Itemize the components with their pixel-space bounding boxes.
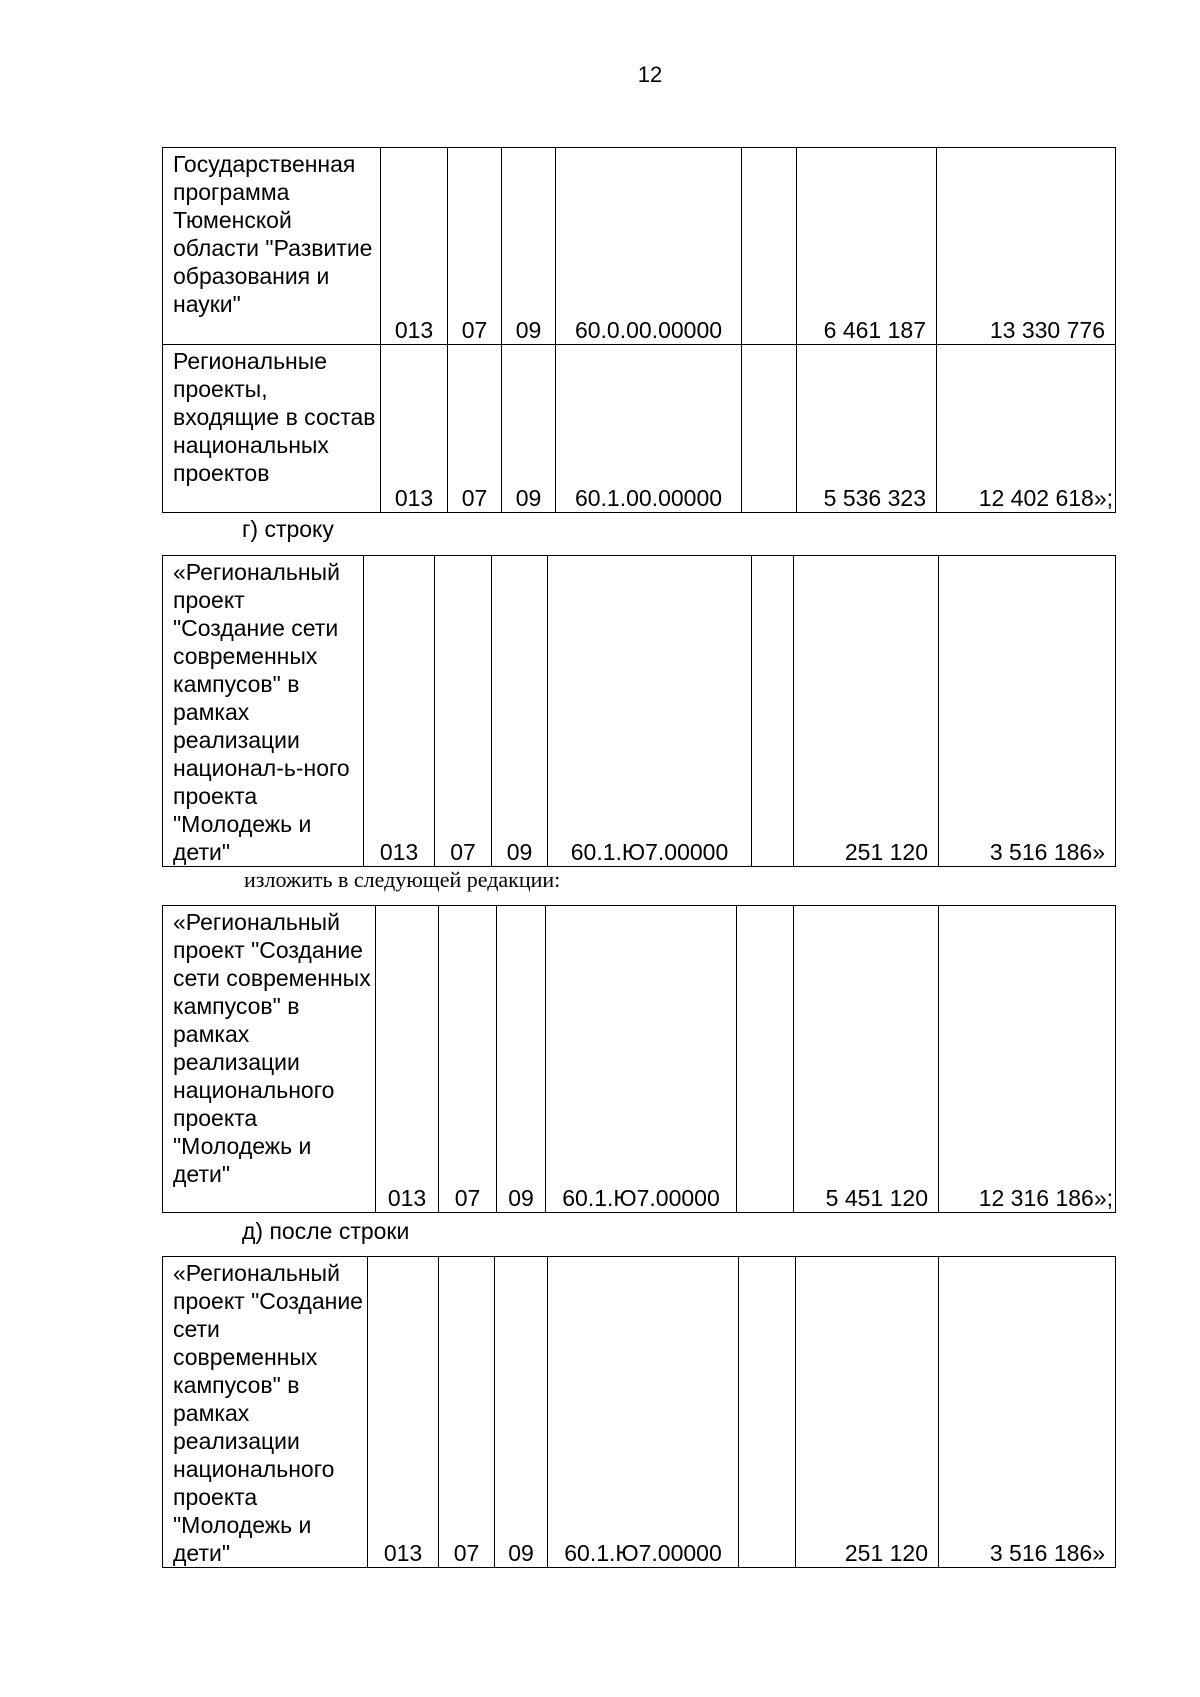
amount-1-cell: 251 120 xyxy=(796,1257,939,1568)
instruction-edit: изложить в следующей редакции: xyxy=(244,867,561,892)
expense-type-cell xyxy=(737,906,794,1213)
amount-2-cell: 3 516 186» xyxy=(939,556,1116,867)
amount-1-cell: 251 120 xyxy=(794,556,939,867)
budget-table-2 xyxy=(162,555,1116,867)
table-row xyxy=(163,345,1116,513)
amount-2-cell: 13 330 776 xyxy=(937,148,1116,345)
section-cell: 07 xyxy=(439,906,497,1213)
subsection-cell: 09 xyxy=(492,556,548,867)
subsection-cell: 09 xyxy=(502,148,556,345)
amount-2-cell: 3 516 186» xyxy=(939,1257,1116,1568)
amount-2-cell: 12 402 618»; xyxy=(937,345,1116,513)
subsection-cell: 09 xyxy=(497,906,546,1213)
instruction-d: д) после строки xyxy=(242,1218,410,1244)
budget-table-3 xyxy=(162,905,1116,1213)
subsection-cell: 09 xyxy=(495,1257,548,1568)
section-cell: 07 xyxy=(448,345,502,513)
expense-type-cell xyxy=(752,556,794,867)
amount-1-cell: 5 451 120 xyxy=(794,906,939,1213)
ministry-cell: 013 xyxy=(364,556,435,867)
amount-1-cell: 5 536 323 xyxy=(797,345,937,513)
target-code-cell: 60.1.00.00000 xyxy=(556,345,742,513)
table-row xyxy=(163,556,1116,867)
expense-type-cell xyxy=(742,148,797,345)
target-code-cell: 60.1.Ю7.00000 xyxy=(546,906,737,1213)
row-name-cell: «Региональный проект "Создание сети современных кампусов" в рамках реализации национального проекта "Молодежь и дети" xyxy=(163,1257,368,1568)
amount-1-cell: 6 461 187 xyxy=(797,148,937,345)
ministry-cell: 013 xyxy=(368,1257,439,1568)
ministry-cell: 013 xyxy=(381,148,448,345)
row-name-cell: Государственная программа Тюменской области "Развитие образования и науки" xyxy=(163,148,381,345)
target-code-cell: 60.1.Ю7.00000 xyxy=(548,1257,739,1568)
table-row xyxy=(163,148,1116,345)
expense-type-cell xyxy=(739,1257,796,1568)
table-row xyxy=(163,906,1116,1213)
amount-2-cell: 12 316 186»; xyxy=(939,906,1116,1213)
subsection-cell: 09 xyxy=(502,345,556,513)
budget-table-1 xyxy=(162,147,1116,513)
page-number: 12 xyxy=(637,62,663,87)
instruction-g: г) строку xyxy=(242,516,334,542)
ministry-cell: 013 xyxy=(381,345,448,513)
table-row xyxy=(163,1257,1116,1568)
row-name-cell: Региональные проекты, входящие в состав национальных проектов xyxy=(163,345,381,513)
row-name-cell: «Региональный проект "Создание сети современных кампусов" в рамках реализации национал-ь-ного проекта "Молодежь и дети" xyxy=(163,556,364,867)
row-name-cell: «Региональный проект "Создание сети современных кампусов" в рамках реализации национального проекта "Молодежь и дети" xyxy=(163,906,376,1213)
budget-table-4 xyxy=(162,1256,1116,1568)
target-code-cell: 60.1.Ю7.00000 xyxy=(548,556,752,867)
section-cell: 07 xyxy=(448,148,502,345)
ministry-cell: 013 xyxy=(376,906,439,1213)
section-cell: 07 xyxy=(435,556,492,867)
section-cell: 07 xyxy=(439,1257,495,1568)
expense-type-cell xyxy=(742,345,797,513)
target-code-cell: 60.0.00.00000 xyxy=(556,148,742,345)
